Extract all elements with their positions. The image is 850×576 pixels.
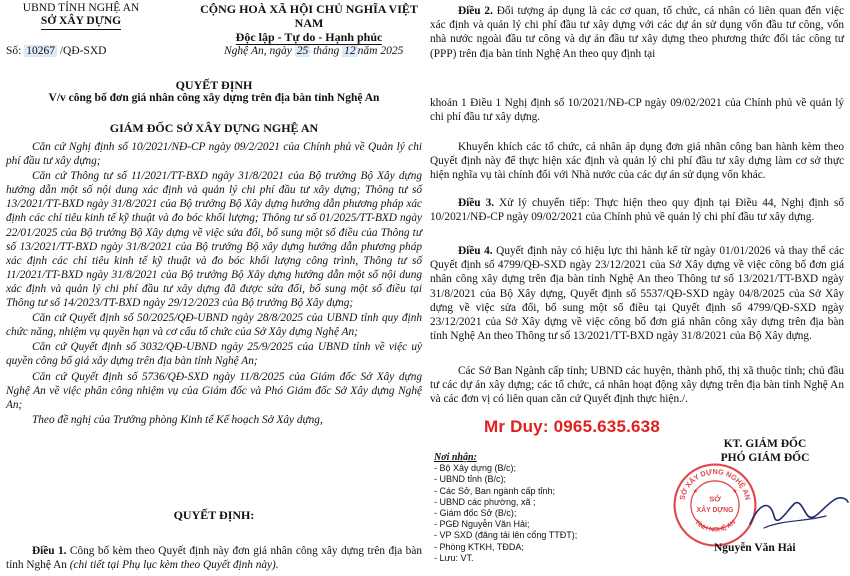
article-1-label: Điều 1. <box>32 545 67 557</box>
document-date <box>224 45 424 57</box>
agency-line-2: SỞ XÂY DỰNG <box>41 15 121 30</box>
date-day: 25 <box>296 45 309 57</box>
seal-center-1: SỞ <box>709 494 721 504</box>
legal-basis-item: Căn cứ Quyết định số 5736/QĐ-SXD ngày 11/8/2025 của Giám đốc Sở Xây dựng Nghệ An về việc phân công nhiệm vụ của Giám đốc và Phó Giám đốc Sở Xây dựng Nghệ An; <box>6 370 422 411</box>
watermark-contact: Mr Duy: 0965.635.638 <box>484 417 660 436</box>
date-year: năm 2025 <box>357 45 404 57</box>
recipient-item: - VP SXD (đăng tải lên cổng TTĐT); <box>434 530 578 541</box>
signer-name: Nguyễn Văn Hải <box>714 542 796 554</box>
national-motto <box>196 2 422 45</box>
article-1-text: Công bố kèm theo Quyết định này đơn giá nhân công xây dựng trên địa bàn tỉnh Nghệ An <box>6 545 422 572</box>
seal-top-text: SỞ XÂY DỰNG NGHỆ AN <box>677 467 753 501</box>
recipient-item: - UBND tỉnh (B/c); <box>434 474 507 485</box>
issuer-title: GIÁM ĐỐC SỞ XÂY DỰNG NGHỆ AN <box>109 121 319 135</box>
date-prefix: Nghệ An, ngày <box>224 45 295 57</box>
article-4-label: Điều 4. <box>458 245 493 257</box>
recipient-item: - Phòng KTKH, TĐDA; <box>434 541 524 552</box>
article-3-text: Xử lý chuyển tiếp: Thực hiện theo quy định tại Điều 44, Nghị định số 10/2021/NĐ-CP ngày 09/02/2021 của Chính phủ về quản lý chi phí đầu tư xây dựng. <box>430 197 844 224</box>
number-prefix: Số: <box>6 45 25 57</box>
seal-star-icon: ★ <box>732 488 738 495</box>
legal-basis-item: Căn cứ Quyết định số 50/2025/QĐ-UBND ngày 28/8/2025 của UBND tỉnh quy định chức năng, nhiệm vụ quyền hạn và cơ cấu tổ chức của Sở Xây dựng Nghệ An; <box>6 312 422 339</box>
article-1-italic: (chi tiết tại Phụ lục kèm theo Quyết định này). <box>69 559 279 572</box>
signature-line-2: PHÓ GIÁM ĐỐC <box>720 451 810 464</box>
seal-bottom-text: TỈNH NGHỆ AN <box>692 518 738 534</box>
seal-star-icon: ★ <box>692 488 699 495</box>
number-suffix: /QĐ-SXD <box>56 45 107 57</box>
article-3 <box>430 196 844 224</box>
legal-basis-item: Căn cứ Quyết định số 3032/QĐ-UBND ngày 25/9/2025 của UBND tỉnh về việc uỷ quyền công bố giá xây dựng trên địa bàn tỉnh Nghệ An; <box>6 341 422 368</box>
article-4-text: Quyết định này có hiệu lực thi hành kể từ ngày 01/01/2026 và thay thế các Quyết định số 4799/QĐ-SXD ngày 23/12/2021 của Sở Xây dựng về việc công bố đơn giá nhân công xây dựng trên địa bàn tỉnh Nghệ An theo Thông tư số 13/2021/TT-BXD ngày 31/8/2021 của Bộ Xây dựng, Quyết định số 5537/QĐ-SXD ngày 04/8/2025 của Sở Xây dựng về việc sửa đổi, bổ sung một số điều tại Quyết định số 4799/QĐ-SXD ngày 23/12/2021 của Sở Xây dựng về việc công bố đơn giá nhân công xây dựng trên địa bàn tỉnh Nghệ An theo Thông tư số 13/2021/TT-BXD ngày 31/8/2021 của Bộ Xây dựng. <box>430 245 844 343</box>
document-subject: V/v công bố đơn giá nhân công xây dựng trên địa bàn tỉnh Nghệ An <box>48 92 380 104</box>
recipient-item: - UBND các phường, xã ; <box>434 496 536 507</box>
recipient-item: - Các Sở, Ban ngành cấp tỉnh; <box>434 485 555 496</box>
article-4 <box>430 244 844 343</box>
article-4-responsibility <box>430 364 844 407</box>
article-2-label: Điều 2. <box>458 5 493 17</box>
recipient-item: - Giám đốc Sở (B/c); <box>434 508 517 519</box>
date-month: 12 <box>344 45 356 57</box>
decision-heading: QUYẾT ĐỊNH: <box>173 508 255 522</box>
article-2-text: Đối tượng áp dụng là các cơ quan, tổ chức, cá nhân có liên quan đến việc xác định và quản lý chi phí đầu tư xây dựng với các dự án sử dụng vốn đầu tư công, vốn nhà nước ngoài đầu tư công và dự án đầu tư xây dựng theo phương thức đối tác công tư (PPP) trên địa bàn tỉnh Nghệ An theo quy định tại <box>430 5 844 60</box>
recipients-heading: Nơi nhận: <box>434 452 477 463</box>
agency-line-1: UBND TỈNH NGHỆ AN <box>22 2 140 14</box>
article-1 <box>6 544 422 572</box>
legal-basis-item: Căn cứ Thông tư số 11/2021/TT-BXD ngày 31/8/2021 của Bộ trưởng Bộ Xây dựng hướng dẫn một số nội dung xác định và quản lý chi phí đầu tư xây dựng; Thông tư số 13/2021/TT-BXD ngày 31/8/2021 của Bộ trưởng Bộ Xây dựng hướng dẫn phương pháp xác định các chỉ tiêu kinh tế kỹ thuật và đo bóc khối lượng; Thông tư số 01/2025/TT-BXD ngày 22/01/2025 của Bộ trưởng Bộ Xây dựng về việc sửa đổi, bổ sung một số điều của Thông tư số 13/2021/TT-BXD ngày 31/8/2021 của Bộ trưởng Bộ xây dựng hướng dẫn phương pháp xác định các chỉ tiêu kinh tế kỹ thuật và đo bóc khối lượng công trình, Thông tư số 11/2021/TT-BXD ngày 31/8/2021 của Bộ trưởng Bộ Xây dựng hướng dẫn một số nội dung xác định và quản lý chi phí đầu tư xây dựng đã được sửa đổi, bổ sung một số điều tại Thông tư số 14/2023/TT-BXD ngày 29/12/2023 của Bộ trưởng Bộ Xây dựng; <box>6 170 422 310</box>
article-2 <box>430 4 844 61</box>
signature-line-1: KT. GIÁM ĐỐC <box>723 438 807 450</box>
document-type: QUYẾT ĐỊNH <box>175 78 253 92</box>
handwritten-signature-icon <box>742 482 850 542</box>
nation-name: CỘNG HOÀ XÃ HỘI CHỦ NGHĨA VIỆT NAM <box>200 2 418 30</box>
recipient-item: - Lưu: VT. <box>434 552 474 563</box>
seal-center-2: XÂY DỰNG <box>696 506 734 514</box>
issuing-agency <box>16 2 146 30</box>
recipient-item: - Bộ Xây dựng (B/c); <box>434 463 517 474</box>
number-value: 10267 <box>26 45 55 57</box>
signature-title <box>700 438 830 465</box>
legal-basis <box>6 140 422 428</box>
article-2-continued-text: khoản 1 Điều 1 Nghị định số 10/2021/NĐ-CP ngày 09/02/2021 của Chính phủ về quản lý chi phí đầu tư xây dựng. <box>430 97 844 124</box>
legal-basis-item: Theo đề nghị của Trưởng phòng Kinh tế Kế hoạch Sở Xây dựng, <box>32 413 323 426</box>
article-2-encourage <box>430 140 844 183</box>
document-number <box>6 45 136 57</box>
legal-basis-item: Căn cứ Nghị định số 10/2021/NĐ-CP ngày 09/2/2021 của Chính phủ về Quản lý chi phí đầu tư xây dựng; <box>6 141 422 168</box>
article-3-label: Điều 3. <box>458 197 495 209</box>
recipients-list <box>434 452 664 564</box>
date-mid: tháng <box>310 45 343 57</box>
article-2-continued <box>430 96 844 124</box>
nation-motto: Độc lập - Tự do - Hạnh phúc <box>235 30 383 44</box>
svg-text:TỈNH NGHỆ AN <box>693 519 738 534</box>
recipient-item: - PGĐ Nguyễn Văn Hải; <box>434 519 530 530</box>
article-2-encourage-text: Khuyến khích các tổ chức, cá nhân áp dụng đơn giá nhân công ban hành kèm theo Quyết định này để thực hiện xác định và quản lý chi phí đầu tư xây dựng làm cơ sở thực hiện nghĩa vụ tài chính đối với Nhà nước của các dự án sử dụng vốn khác. <box>430 141 844 182</box>
article-4-responsibility-text: Các Sở Ban Ngành cấp tỉnh; UBND các huyện, thành phố, thị xã thuộc tỉnh; chủ đầu tư các dự án xây dựng; các tổ chức, cá nhân hoạt động xây dựng trên địa bàn tỉnh Nghệ An và các đơn vị có liên quan căn cứ Quyết định thực hiện./. <box>430 365 844 406</box>
